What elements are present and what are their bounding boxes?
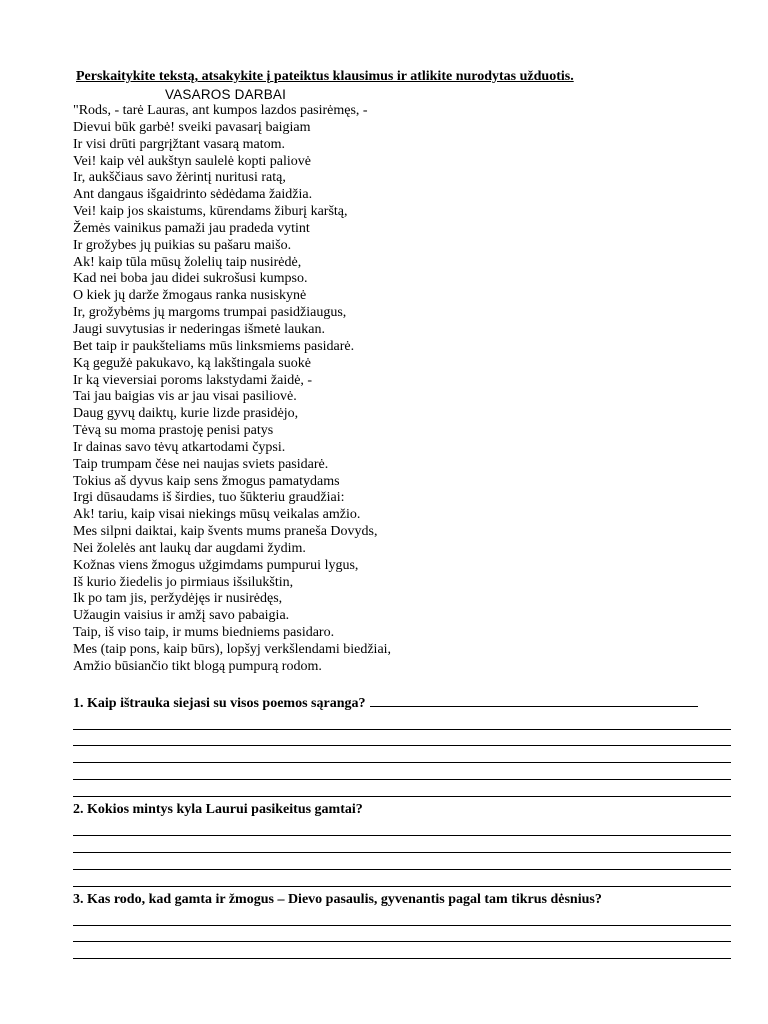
poem-line: O kiek jų darže žmogaus ranka nusiskynė bbox=[73, 288, 307, 304]
poem-line: Vei! kaip jos skaistums, kūrendams žiburį karštą, bbox=[73, 204, 348, 220]
poem-line: Užaugin vaisius ir amžį savo pabaigia. bbox=[73, 608, 290, 624]
poem-line: Iš kurio žiedelis jo pirmiaus išsilukštin, bbox=[73, 574, 294, 590]
answer-line[interactable] bbox=[73, 870, 731, 887]
poem-line: Irgi dūsaudams iš širdies, tuo šūkteriu graudžiai: bbox=[73, 490, 345, 506]
poem-line: Ir ką vieversiai poroms lakstydami žaidė, - bbox=[73, 372, 313, 388]
question-2-block bbox=[73, 801, 733, 887]
poem-line: Taip, iš viso taip, ir mums biedniems pasidaro. bbox=[73, 625, 335, 641]
worksheet-page bbox=[73, 68, 733, 959]
poem-line: "Rods, - tarė Lauras, ant kumpos lazdos pasirėmęs, - bbox=[73, 103, 368, 118]
poem-line: Ir, grožybėms jų margoms trumpai pasidžiaugus, bbox=[73, 305, 347, 321]
poem-line: Dievui būk garbė! sveiki pavasarį baigiam bbox=[73, 119, 311, 135]
poem-line: Žemės vainikus pamaži jau pradeda vytint bbox=[73, 220, 310, 236]
question-1-block bbox=[73, 693, 733, 797]
poem-title: VASAROS DARBAI bbox=[165, 87, 287, 102]
answer-line[interactable] bbox=[73, 926, 731, 943]
questions-section bbox=[73, 693, 733, 960]
poem-line: Taip trumpam čėse nei naujas sviets pasidarė. bbox=[73, 456, 329, 472]
question-1-inline-answer-line[interactable] bbox=[370, 693, 698, 707]
question-1-text: 1. Kaip ištrauka siejasi su visos poemos sąranga? bbox=[73, 695, 366, 711]
poem-line: Ir grožybes jų puikias su pašaru maišo. bbox=[73, 237, 292, 253]
question-2: 2. Kokios mintys kyla Laurui pasikeitus gamtai? bbox=[73, 802, 363, 818]
answer-line[interactable] bbox=[73, 909, 731, 926]
poem-line: Ir visi drūti pargrįžtant vasarą matom. bbox=[73, 136, 286, 152]
poem-line: Mes silpni daiktai, kaip švents mums praneša Dovyds, bbox=[73, 524, 378, 540]
poem-line: Vei! kaip vėl aukštyn saulelė kopti paliovė bbox=[73, 153, 311, 169]
poem-line: Ir, aukščiaus savo žėrintį nuritusi ratą, bbox=[73, 170, 286, 186]
poem-line: Ik po tam jis, peržydėjęs ir nusirėdęs, bbox=[73, 591, 283, 607]
poem-line: Tai jau baigias vis ar jau visai pasiliovė. bbox=[73, 389, 297, 405]
poem-line: Mes (taip pons, kaip būrs), lopšyj verkšlendami biedžiai, bbox=[73, 642, 392, 657]
answer-line[interactable] bbox=[73, 763, 731, 780]
question-3: 3. Kas rodo, kad gamta ir žmogus – Dievo pasaulis, gyvenantis pagal tam tikrus dėsnius? bbox=[73, 891, 602, 907]
question-1-answer-lines bbox=[73, 713, 733, 797]
answer-line[interactable] bbox=[73, 713, 731, 730]
poem-line: Kad nei boba jau didei sukrošusi kumpso. bbox=[73, 271, 308, 287]
poem-line: Ir dainas savo tėvų atkartodami čypsi. bbox=[73, 439, 286, 455]
poem-line: Ant dangaus išgaidrinto sėdėdama žaidžia. bbox=[73, 187, 313, 203]
poem-line: Tėvą su moma prastoję penisi patys bbox=[73, 423, 274, 439]
answer-line[interactable] bbox=[73, 836, 731, 853]
poem-line: Kožnas viens žmogus užgimdams pumpurui lygus, bbox=[73, 557, 359, 573]
answer-line[interactable] bbox=[73, 819, 731, 836]
answer-line[interactable] bbox=[73, 730, 731, 747]
question-3-answer-lines bbox=[73, 909, 733, 960]
poem-line: Daug gyvų daiktų, kurie lizde prasidėjo, bbox=[73, 406, 299, 422]
question-3-block bbox=[73, 891, 733, 960]
answer-line[interactable] bbox=[73, 746, 731, 763]
poem-line: Amžio būsiančio tikt blogą pumpurą rodom. bbox=[73, 658, 322, 674]
poem-line: Tokius aš dyvus kaip sens žmogus pamatydams bbox=[73, 473, 340, 489]
answer-line[interactable] bbox=[73, 780, 731, 797]
poem-line: Nei žolelės ant laukų dar augdami žydim. bbox=[73, 540, 306, 556]
answer-line[interactable] bbox=[73, 942, 731, 959]
poem-line: Bet taip ir paukšteliams mūs linksmiems pasidarė. bbox=[73, 338, 355, 354]
poem-text bbox=[73, 103, 733, 676]
answer-line[interactable] bbox=[73, 853, 731, 870]
poem-line: Ak! tariu, kaip visai niekings mūsų veikalas amžio. bbox=[73, 507, 361, 523]
poem-line: Ak! kaip tūla mūsų žolelių taip nusirėdė, bbox=[73, 254, 302, 270]
poem-line: Ką gegužė pakukavo, ką lakštingala suokė bbox=[73, 355, 311, 371]
poem-line: Jaugi suvytusias ir nederingas išmetė laukan. bbox=[73, 321, 325, 337]
question-1 bbox=[73, 693, 733, 713]
instruction-text: Perskaitykite tekstą, atsakykite į pateiktus klausimus ir atlikite nurodytas užduotis. bbox=[76, 69, 574, 84]
question-2-answer-lines bbox=[73, 819, 733, 887]
